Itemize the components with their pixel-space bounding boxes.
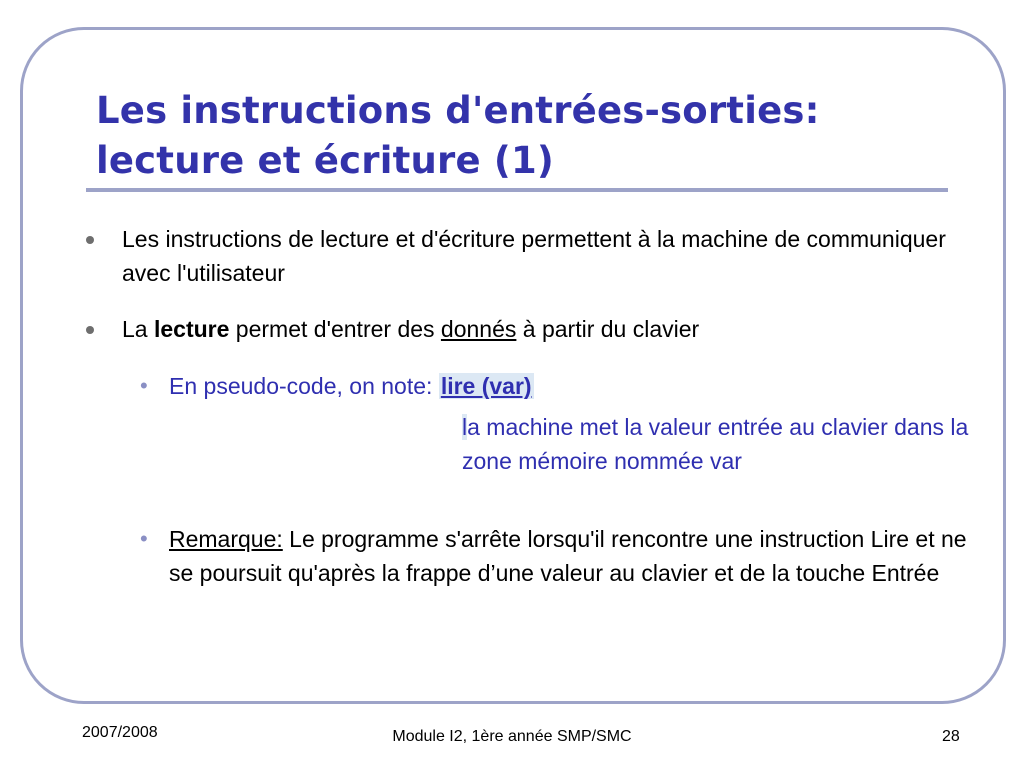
remark-text: Le programme s'arrête lorsqu'il rencontre une instruction Lire et ne se poursuit qu'après la frappe d’une valeur au clavier et de la touche Entrée [169, 526, 967, 586]
note-text: a machine met la valeur entrée au clavier dans la zone mémoire nommée var [462, 414, 969, 474]
sub-bullet-prefix: En pseudo-code, on note: [169, 373, 439, 399]
code-highlight: lire (var) [440, 373, 532, 399]
bold-term: lecture [153, 316, 230, 342]
remark-label: Remarque: [169, 526, 283, 552]
footer-course: Module I2, 1ère année SMP/SMC [392, 728, 632, 745]
bullet-dot-icon [86, 236, 94, 244]
note-first-letter: l [462, 414, 468, 440]
sub-bullet-dot-icon: • [140, 526, 148, 551]
sub-bullet-text [169, 369, 989, 403]
underlined-term: donnés [440, 316, 517, 342]
title-divider [86, 188, 948, 192]
explanation-note [462, 410, 1002, 478]
title-line-2: lecture et écriture (1) [96, 139, 554, 182]
bullet-text-prefix: La [122, 316, 154, 342]
bullet-text [122, 312, 982, 346]
slide-title [96, 86, 956, 186]
footer-date: 2007/2008 [82, 724, 158, 741]
sub-bullet-dot-icon: • [140, 373, 148, 398]
title-line-1: Les instructions d'entrées-sorties: [96, 89, 820, 132]
sub-bullet-text [169, 522, 989, 590]
bullet-text-suffix: à partir du clavier [516, 316, 700, 342]
bullet-dot-icon [86, 326, 94, 334]
bullet-text-middle: permet d'entrer des [229, 316, 441, 342]
footer-page-number: 28 [942, 728, 960, 745]
bullet-text: Les instructions de lecture et d'écriture permettent à la machine de communiquer avec l'utilisateur [122, 226, 946, 286]
